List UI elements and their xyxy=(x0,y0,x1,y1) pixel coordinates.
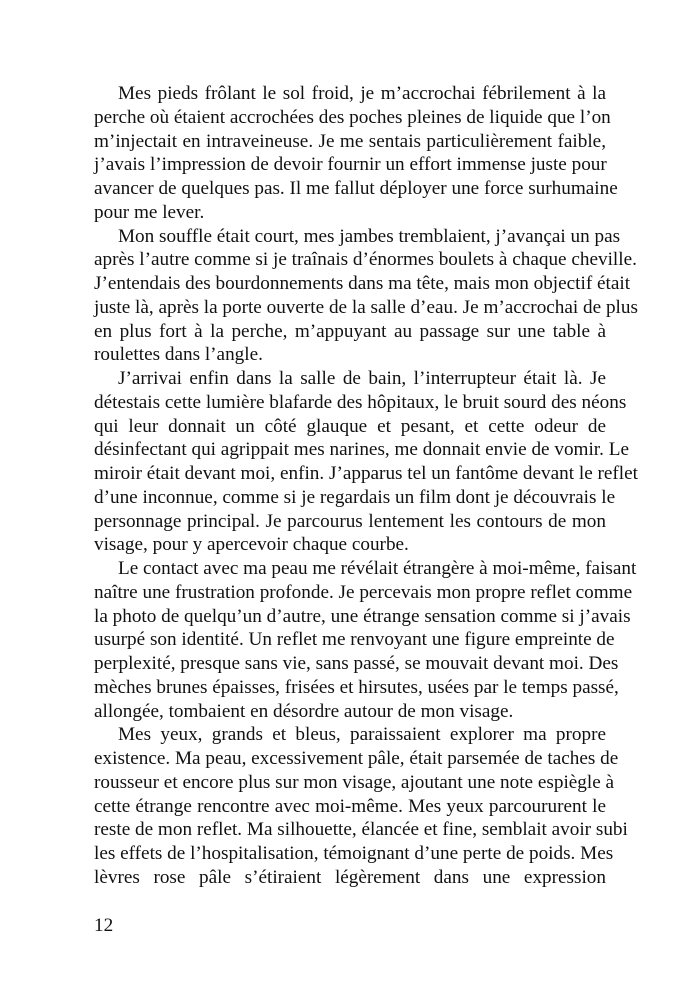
paragraph xyxy=(94,557,637,723)
text-line: perplexité, presque sans vie, sans passé, se mouvait devant moi. Des xyxy=(94,653,619,674)
text-line: qui leur donnait un côté glauque et pesant, et cette odeur de xyxy=(94,415,606,437)
text-line: avancer de quelques pas. Il me fallut déployer une force surhumaine xyxy=(94,178,618,199)
text-line: juste là, après la porte ouverte de la salle d’eau. Je m’accrochai de plus xyxy=(94,296,638,318)
paragraph xyxy=(94,82,618,225)
text-line: naître une frustration profonde. Je percevais mon propre reflet comme xyxy=(94,581,633,603)
text-line: Le contact avec ma peau me révélait étrangère à moi-même, faisant xyxy=(118,558,637,579)
page-body xyxy=(94,82,638,890)
text-line: existence. Ma peau, excessivement pâle, était parsemée de taches de xyxy=(94,748,619,769)
text-line: usurpé son identité. Un reflet me renvoyant une figure empreinte de xyxy=(94,629,615,651)
text-line: miroir était devant moi, enfin. J’apparus tel un fantôme devant le reflet xyxy=(94,463,638,484)
text-line: personnage principal. Je parcourus lentement les contours de mon xyxy=(94,510,606,532)
text-line: cette étrange rencontre avec moi-même. Mes yeux parcoururent le xyxy=(94,795,606,817)
text-line: désinfectant qui agrippait mes narines, me donnait envie de vomir. Le xyxy=(94,439,629,461)
text-line: m’injectait en intraveineuse. Je me sentais particulièrement faible, xyxy=(94,130,606,152)
text-line: détestais cette lumière blafarde des hôpitaux, le bruit sourd des néons xyxy=(94,391,627,413)
text-line: J’arrivai enfin dans la salle de bain, l’interrupteur était là. Je xyxy=(118,368,606,389)
text-line: en plus fort à la perche, m’appuyant au passage sur une table à xyxy=(94,320,606,342)
text-line: reste de mon reflet. Ma silhouette, élancée et fine, semblait avoir subi xyxy=(94,819,628,841)
page-number: 12 xyxy=(94,915,114,936)
text-line: lèvres rose pâle s’étiraient légèrement dans une expression xyxy=(94,866,606,888)
text-line: Mes pieds frôlant le sol froid, je m’accrochai fébrilement à la xyxy=(118,83,606,104)
text-line: Mes yeux, grands et bleus, paraissaient explorer ma propre xyxy=(118,724,606,746)
text-line: Mon souffle était court, mes jambes tremblaient, j’avançai un pas xyxy=(118,225,621,247)
paragraph xyxy=(94,367,638,557)
text-line: mèches brunes épaisses, frisées et hirsutes, usées par le temps passé, xyxy=(94,676,619,698)
paragraph xyxy=(94,225,638,368)
text-line: j’avais l’impression de devoir fournir un effort immense juste pour xyxy=(94,154,607,176)
text-line: J’entendais des bourdonnements dans ma tête, mais mon objectif était xyxy=(94,273,631,294)
text-line: perche où étaient accrochées des poches pleines de liquide que l’on xyxy=(94,106,611,128)
paragraph xyxy=(94,723,628,889)
text-line: roulettes dans l’angle. xyxy=(94,344,263,366)
text-line: la photo de quelqu’un d’autre, une étrange sensation comme si j’avais xyxy=(94,605,631,627)
text-line: pour me lever. xyxy=(94,201,205,223)
text-line: les effets de l’hospitalisation, témoignant d’une perte de poids. Mes xyxy=(94,843,614,864)
text-line: après l’autre comme si je traînais d’énormes boulets à chaque cheville. xyxy=(94,249,637,271)
text-line: visage, pour y apercevoir chaque courbe. xyxy=(94,534,409,556)
text-line: d’une inconnue, comme si je regardais un film dont je découvrais le xyxy=(94,486,616,508)
text-line: allongée, tombaient en désordre autour de mon visage. xyxy=(94,700,514,722)
text-line: rousseur et encore plus sur mon visage, ajoutant une note espiègle à xyxy=(94,771,615,793)
